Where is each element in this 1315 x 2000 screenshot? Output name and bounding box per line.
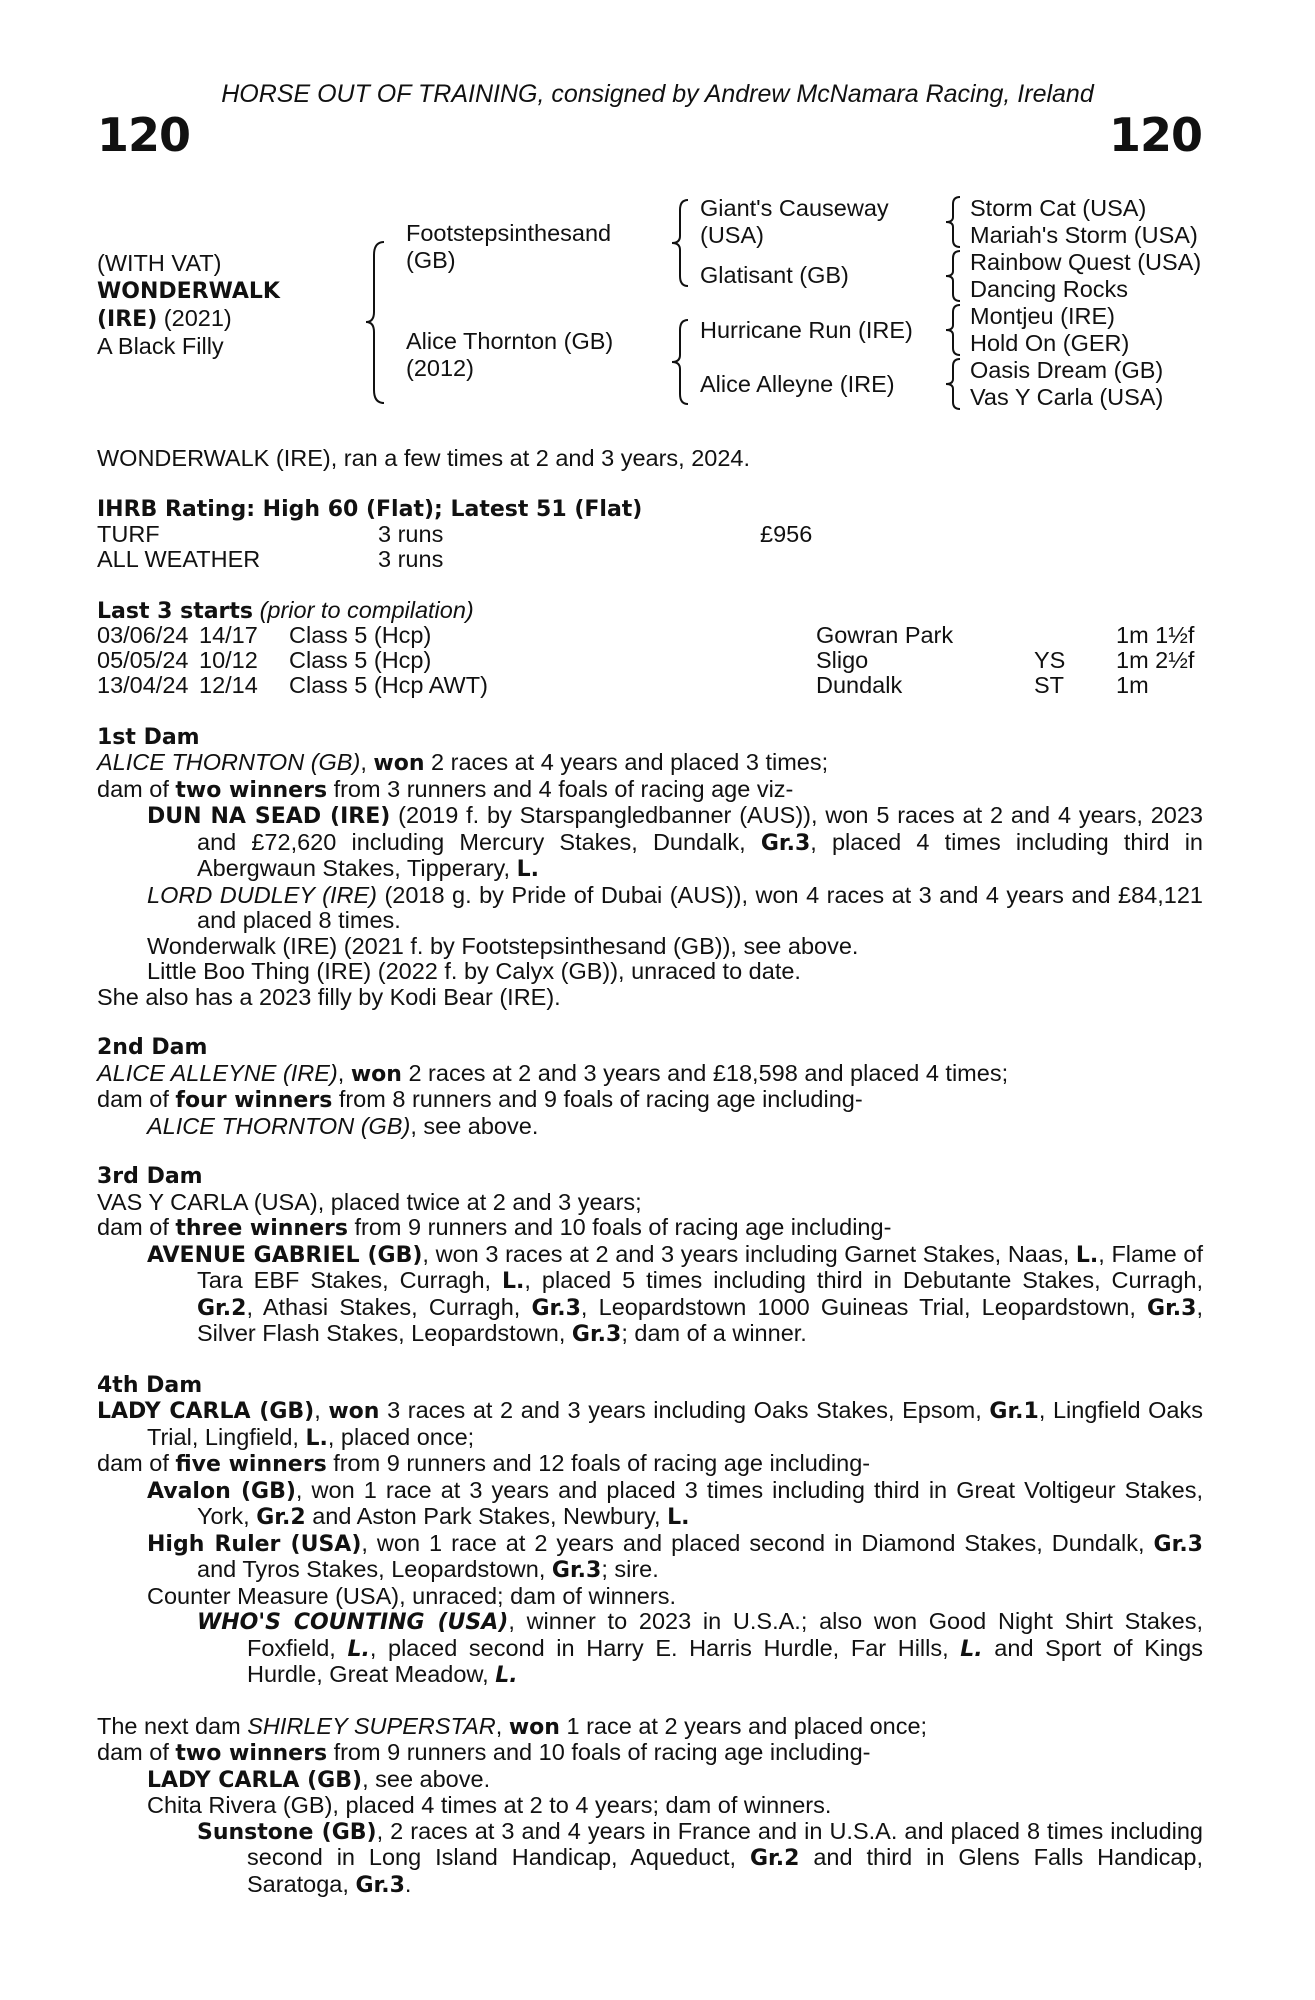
fourth-dam-heading: 4th Dam — [97, 1372, 203, 1398]
dam-year: (2012) — [406, 355, 474, 381]
produce-entry: Sunstone (GB), 2 races at 3 and 4 years in France and in U.S.A. and placed 8 times including second in Long Island Handicap, Aqueduct, Gr.2 and third in Glens Falls Handicap, Saratoga, Gr.3. — [197, 1817, 1203, 1898]
turf-label: TURF — [97, 520, 160, 547]
horse-year: (2021) — [163, 305, 232, 331]
grandparent-1: Storm Cat (USA) — [970, 195, 1147, 221]
all-weather-label: ALL WEATHER — [97, 545, 261, 572]
horse-name-suffix: (IRE) — [97, 307, 158, 332]
sire-sire-block — [700, 195, 889, 249]
sire-block — [406, 220, 611, 274]
dam-dam-name: Alice Alleyne (IRE) — [700, 371, 895, 397]
produce-entry: DUN NA SEAD (IRE) (2019 f. by Starspangledbanner (AUS)), won 5 races at 2 and 4 years, 2023 and £72,620 including Mercury Stakes, Dundalk, Gr.3, placed 4 times including third in Abergwaun Stakes, Tipperary, L. — [147, 802, 1204, 882]
produce-entry: Avalon (GB), won 1 race at 3 years and placed 3 times including third in Great Voltigeur Stakes, York, Gr.2 and Aston Park Stakes, Newbury, L. — [147, 1476, 1203, 1530]
sire-sire-name: Giant's Causeway — [700, 195, 889, 221]
all-weather-runs: 3 runs — [378, 545, 444, 572]
produce-entry: WHO'S COUNTING (USA), winner to 2023 in U.S.A.; also won Good Night Shirt Stakes, Foxfield, L., placed second in Harry E. Harris Hurdle, Far Hills, L. and Sport of Kings Hurdle, Great Meadow, L. — [197, 1608, 1203, 1688]
first-dam-heading: 1st Dam — [97, 724, 200, 750]
sire-suffix: (GB) — [406, 247, 456, 273]
brace-g1 — [944, 195, 964, 249]
produce-entry: Chita Rivera (GB), placed 4 times at 2 to 4 years; dam of winners. — [147, 1792, 832, 1818]
horse-description: A Black Filly — [97, 333, 224, 359]
last-starts-section — [97, 598, 1203, 700]
third-dam-section: 3rd Dam VAS Y CARLA (USA), placed twice at 2 and 3 years; dam of three winners from 9 runners and 10 foals of racing age including- AVENUE GABRIEL (GB), won 3 races at 2 and 3 years including Garnet Stakes, Naas, L., Flame of Tara EBF Stakes, Curragh, L., placed 5 times including third in Debutante Stakes, Curragh, Gr.2, Athasi Stakes, Curragh, Gr.3, Leopardstown 1000 Guineas Trial, Leopardstown, Gr.3, Silver Flash Stakes, Leopardstown, Gr.3; dam of a winner. — [97, 1164, 1203, 1347]
brace-g3 — [944, 303, 964, 357]
grandparent-7: Oasis Dream (GB) — [970, 357, 1164, 383]
last-starts-note: (prior to compilation) — [259, 596, 474, 623]
sire-dam-name: Glatisant (GB) — [700, 262, 849, 288]
ihrb-heading: IHRB Rating: High 60 (Flat); Latest 51 (Flat) — [97, 496, 643, 522]
grandparent-6: Hold On (GER) — [970, 330, 1130, 356]
grandparent-2: Mariah's Storm (USA) — [970, 222, 1198, 248]
grandparent-8: Vas Y Carla (USA) — [970, 384, 1164, 410]
third-dam-heading: 3rd Dam — [97, 1164, 203, 1189]
dam-name: ALICE THORNTON (GB) — [97, 749, 361, 775]
produce-entry: LORD DUDLEY (IRE) (2018 g. by Pride of Dubai (AUS)), won 4 races at 3 and 4 years and £84,121 and placed 8 times. — [147, 881, 1203, 933]
grandparent-4: Dancing Rocks — [970, 276, 1129, 302]
start-course: Sligo — [816, 646, 869, 673]
grandparents-column — [970, 195, 1201, 411]
start-distance: 1m 1½f — [1116, 621, 1195, 648]
produce-entry: AVENUE GABRIEL (GB), won 3 races at 2 and 3 years including Garnet Stakes, Naas, L., Flame of Tara EBF Stakes, Curragh, L., placed 5 times including third in Debutante Stakes, Curragh, Gr.2, Athasi Stakes, Curragh, Gr.3, Leopardstown 1000 Guineas Trial, Leopardstown, Gr.3, Silver Flash Stakes, Leopardstown, Gr.3; dam of a winner. — [147, 1240, 1203, 1347]
second-dam-section: 2nd Dam ALICE ALLEYNE (IRE), won 2 races at 2 and 3 years and £18,598 and placed 4 times; dam of four winners from 8 runners and 9 foals of racing age including- ALICE THORNTON (GB), see above. — [97, 1035, 1203, 1139]
start-course: Dundalk — [816, 671, 903, 698]
racing-summary: WONDERWALK (IRE), ran a few times at 2 and 3 years, 2024. — [97, 445, 751, 471]
start-class: Class 5 (Hcp) — [289, 621, 432, 648]
turf-runs: 3 runs — [378, 520, 444, 547]
start-date: 05/05/24 — [97, 646, 189, 673]
produce-entry: High Ruler (USA), won 1 race at 2 years and placed second in Diamond Stakes, Dundalk, Gr.3 and Tyros Stakes, Leopardstown, Gr.3; sire. — [147, 1529, 1203, 1583]
produce-entry: Little Boo Thing (IRE) (2022 f. by Calyx (GB)), unraced to date. — [147, 958, 801, 984]
second-dam-heading: 2nd Dam — [97, 1035, 208, 1060]
produce-note: She also has a 2023 filly by Kodi Bear (IRE). — [97, 983, 561, 1010]
produce-entry: ALICE THORNTON (GB), see above. — [147, 1112, 539, 1139]
first-dam-section: 1st Dam ALICE THORNTON (GB), won 2 races at 4 years and placed 3 times; dam of two winners from 3 runners and 4 foals of racing age viz- DUN NA SEAD (IRE) (2019 f. by Starspangledbanner (AUS)), won 5 races at 2 and 4 years, 2023 and £72,620 including Mercury Stakes, Dundalk, Gr.3, placed 4 times including third in Abergwaun Stakes, Tipperary, L. LORD DUDLEY (IRE) (2018 g. by Pride of Dubai (AUS)), won 4 races at 3 and 4 years and £84,121 and placed 8 times. Wonderwalk (IRE) (2021 f. by Footstepsinthesand (GB)), see above. Little Boo Thing (IRE) (2022 f. by Calyx (GB)), unraced to date. She also has a 2023 filly by Kodi Bear (IRE). — [97, 724, 1204, 1010]
produce-entry: Wonderwalk (IRE) (2021 f. by Footstepsinthesand (GB)), see above. — [147, 932, 859, 959]
vat-label: (WITH VAT) — [97, 250, 222, 276]
start-going: ST — [1034, 671, 1065, 698]
dam-block — [406, 328, 613, 382]
turf-prize: £956 — [760, 520, 813, 547]
brace-parents — [364, 240, 388, 405]
horse-block — [97, 250, 280, 360]
start-date: 03/06/24 — [97, 621, 189, 648]
start-position: 14/17 — [199, 621, 258, 648]
start-course: Gowran Park — [816, 621, 954, 648]
dam-sire-name: Hurricane Run (IRE) — [700, 317, 913, 343]
start-distance: 1m — [1116, 671, 1149, 698]
start-distance: 1m 2½f — [1116, 646, 1195, 673]
produce-entry: Counter Measure (USA), unraced; dam of winners. — [147, 1582, 676, 1609]
start-going: YS — [1034, 646, 1066, 673]
brace-dam-line — [670, 318, 692, 406]
lot-number-right: 120 — [1108, 108, 1202, 162]
consignor-header: HORSE OUT OF TRAINING, consigned by Andrew McNamara Racing, Ireland — [221, 80, 1094, 108]
sire-sire-suffix: (USA) — [700, 222, 764, 248]
brace-sire-line — [670, 198, 692, 288]
produce-entry: LADY CARLA (GB), see above. — [147, 1765, 491, 1793]
start-position: 10/12 — [199, 646, 258, 673]
start-date: 13/04/24 — [97, 671, 189, 698]
brace-g4 — [944, 357, 964, 411]
sire-name: Footstepsinthesand — [406, 220, 612, 246]
start-position: 12/14 — [199, 671, 258, 698]
fourth-dam-section: 4th Dam LADY CARLA (GB), won 3 races at 2 and 3 years including Oaks Stakes, Epsom, Gr.1, Lingfield Oaks Trial, Lingfield, L., placed once; dam of five winners from 9 runners and 12 foals of racing age including- Avalon (GB), won 1 race at 3 years and placed 3 times including third in Great Voltigeur Stakes, York, Gr.2 and Aston Park Stakes, Newbury, L. High Ruler (USA), won 1 race at 2 years and placed second in Diamond Stakes, Dundalk, Gr.3 and Tyros Stakes, Leopardstown, Gr.3; sire. Counter Measure (USA), unraced; dam of winners. WHO'S COUNTING (USA), winner to 2023 in U.S.A.; also won Good Night Shirt Stakes, Foxfield, L., placed second in Harry E. Harris Hurdle, Far Hills, L. and Sport of Kings Hurdle, Great Meadow, L. — [97, 1372, 1203, 1688]
start-class: Class 5 (Hcp) — [289, 646, 432, 673]
horse-name: WONDERWALK — [97, 279, 280, 304]
lot-number-left: 120 — [97, 108, 191, 162]
brace-g2 — [944, 249, 964, 303]
grandparent-5: Montjeu (IRE) — [970, 303, 1115, 329]
ihrb-section — [97, 497, 1203, 573]
last-starts-heading: Last 3 starts — [97, 598, 254, 624]
next-dam-section: The next dam SHIRLEY SUPERSTAR, won 1 race at 2 years and placed once; dam of two winners from 9 runners and 10 foals of racing age including- LADY CARLA (GB), see above. Chita Rivera (GB), placed 4 times at 2 to 4 years; dam of winners. Sunstone (GB), 2 races at 3 and 4 years in France and in U.S.A. and placed 8 times including second in Long Island Handicap, Aqueduct, Gr.2 and third in Glens Falls Handicap, Saratoga, Gr.3. — [97, 1712, 1203, 1898]
catalogue-body — [97, 446, 1203, 1898]
start-class: Class 5 (Hcp AWT) — [289, 671, 488, 698]
grandparent-3: Rainbow Quest (USA) — [970, 249, 1202, 275]
dam-name: Alice Thornton (GB) — [406, 328, 614, 354]
